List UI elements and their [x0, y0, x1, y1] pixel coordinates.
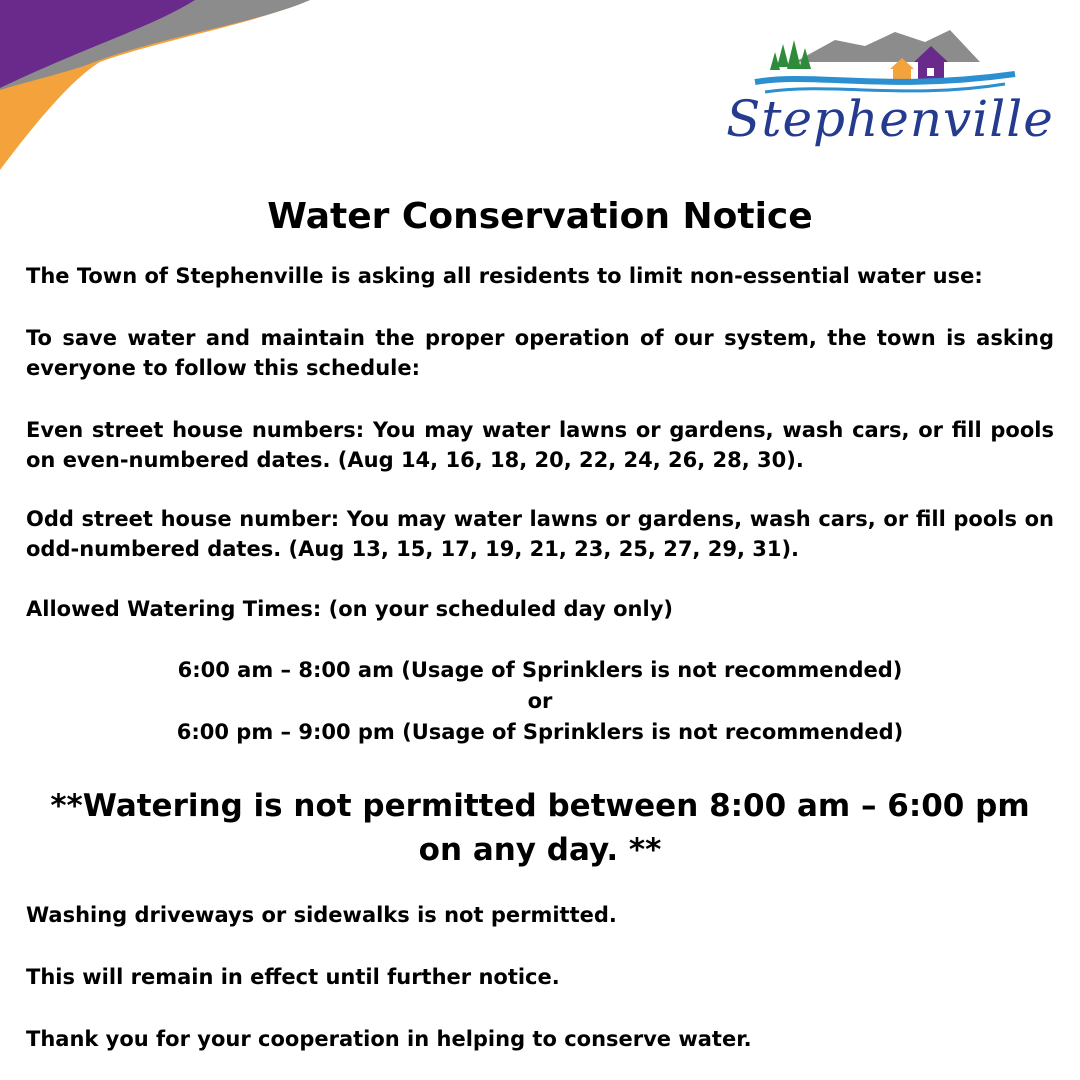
morning-watering-window: 6:00 am – 8:00 am (Usage of Sprinklers is not recommended) [177, 658, 903, 682]
odd-numbers-rule: Odd street house number: You may water lawns or gardens, wash cars, or fill pools on odd-numbered dates. (Aug 13, 15, 17, 19, 21, 23, 25, 27, 29, 31). [26, 507, 1054, 561]
evening-watering-window: 6:00 pm – 9:00 pm (Usage of Sprinklers is not recommended) [176, 720, 904, 744]
watering-times-heading: Allowed Watering Times: (on your scheduled day only) [26, 597, 673, 621]
stephenville-logo [725, 22, 1055, 172]
corner-swoosh-graphic [0, 0, 320, 175]
thank-you-note: Thank you for your cooperation in helping to conserve water. [26, 1027, 752, 1051]
watering-prohibition-notice [20, 784, 1060, 872]
prohibition-line-1: **Watering is not permitted between 8:00 am – 6:00 pm [50, 788, 1030, 824]
notice-title: Water Conservation Notice [267, 196, 813, 237]
intro-paragraph: The Town of Stephenville is asking all residents to limit non-essential water use: [26, 264, 983, 288]
even-numbers-rule: Even street house numbers: You may water lawns or gardens, wash cars, or fill pools on even-numbered dates. (Aug 14, 16, 18, 20, 22, 24, 26, 28, 30). [26, 418, 1054, 472]
or-separator: or [527, 689, 553, 713]
schedule-intro-paragraph: To save water and maintain the proper operation of our system, the town is asking everyone to follow this schedule: [26, 326, 1054, 380]
effect-duration-notice: This will remain in effect until further notice. [26, 965, 560, 989]
prohibition-line-2: on any day. ** [418, 832, 662, 868]
driveway-washing-notice: Washing driveways or sidewalks is not permitted. [26, 903, 617, 927]
logo-wordmark: Stephenville [726, 90, 1054, 148]
